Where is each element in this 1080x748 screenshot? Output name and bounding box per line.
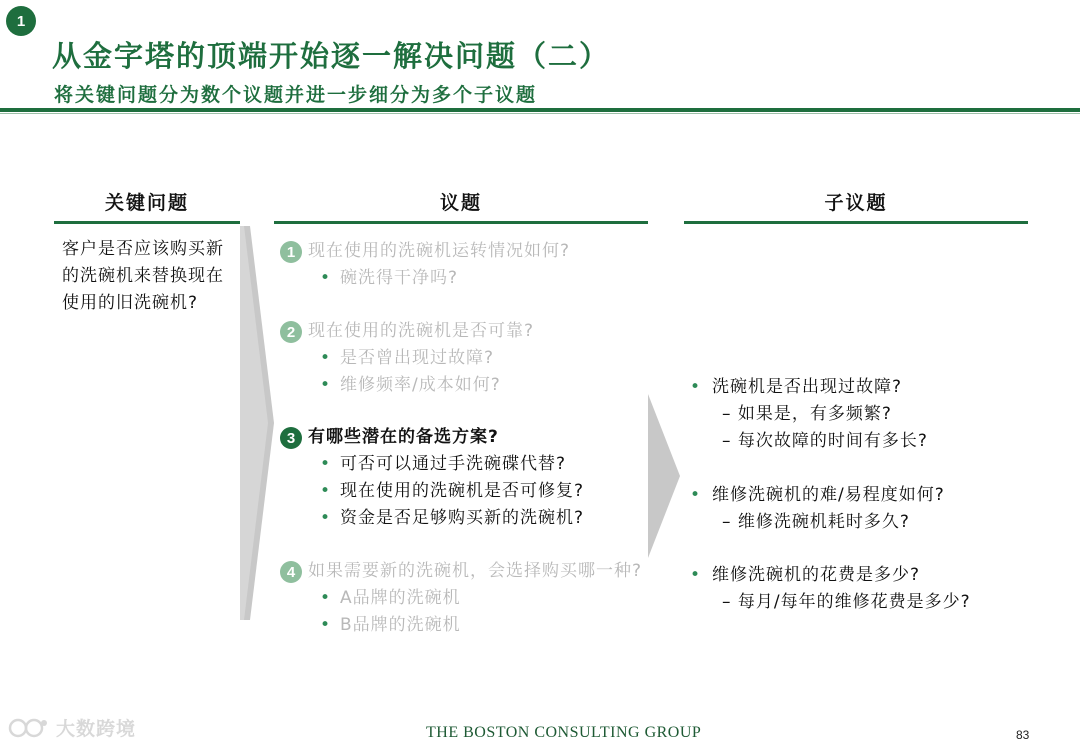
sub-issue-question: • 维修洗碗机的花费是多少? xyxy=(690,562,1050,589)
issue-question: 如果需要新的洗碗机，会选择购买哪一种? xyxy=(308,561,643,581)
issue-sub-item: • 现在使用的洗碗机是否可修复? xyxy=(320,478,660,505)
sub-issue-question: • 洗碗机是否出现过故障? xyxy=(690,374,1050,401)
sub-issue-detail: – 维修洗碗机耗时多久? xyxy=(722,512,910,532)
footer-company: THE BOSTON CONSULTING GROUP xyxy=(426,724,702,741)
section-number-badge: 1 xyxy=(6,6,36,36)
column-header-sub-issues: 子议题 xyxy=(824,192,888,214)
column-rule-issues xyxy=(274,221,648,224)
issue-sub-item: • 碗洗得干净吗? xyxy=(320,265,660,292)
issue-2 xyxy=(280,318,660,399)
column-rule-sub-issues xyxy=(684,221,1028,224)
key-question-text: 客户是否应该购买新的洗碗机来替换现在使用的旧洗碗机? xyxy=(62,239,224,313)
issue-sub-item: • 可否可以通过手洗碗碟代替? xyxy=(320,451,660,478)
issue-number-badge: 2 xyxy=(280,321,302,343)
sub-issue-detail: – 如果是，有多频繁? xyxy=(722,404,892,424)
issue-sub-item: • A品牌的洗碗机 xyxy=(320,585,652,612)
sub-issue-1 xyxy=(690,374,1050,455)
sub-issue-2 xyxy=(690,482,1050,536)
chevron-arrow-1 xyxy=(240,226,276,620)
watermark-logo-icon xyxy=(8,717,50,739)
page-number: 83 xyxy=(1016,728,1030,742)
title-divider-thin xyxy=(0,113,1080,114)
issue-question: 有哪些潜在的备选方案? xyxy=(308,427,499,447)
sub-issue-detail: – 每月/每年的维修花费是多少? xyxy=(722,592,971,612)
watermark-text: 大数跨境 xyxy=(56,718,137,740)
issue-sub-item: • 是否曾出现过故障? xyxy=(320,345,660,372)
issue-number-badge: 4 xyxy=(280,561,302,583)
sub-issue-3 xyxy=(690,562,1050,616)
column-rule-key-question xyxy=(54,221,240,224)
issue-sub-item: • 维修频率/成本如何? xyxy=(320,372,660,399)
sub-issue-question: • 维修洗碗机的难/易程度如何? xyxy=(690,482,1050,509)
issue-number-badge: 3 xyxy=(280,427,302,449)
column-header-key-question: 关键问题 xyxy=(104,192,189,214)
sub-issue-detail: – 每次故障的时间有多长? xyxy=(722,431,928,451)
issue-1 xyxy=(280,238,660,292)
issue-3 xyxy=(280,424,660,532)
title-divider xyxy=(0,108,1080,112)
page-subtitle: 将关键问题分为数个议题并进一步细分为多个子议题 xyxy=(54,84,538,106)
issue-sub-item: • B品牌的洗碗机 xyxy=(320,612,652,639)
issue-question: 现在使用的洗碗机是否可靠? xyxy=(308,321,535,341)
watermark xyxy=(8,714,136,741)
column-header-issues: 议题 xyxy=(439,192,482,214)
page-title: 从金字塔的顶端开始逐一解决问题（二） xyxy=(52,39,611,73)
issue-sub-item: • 资金是否足够购买新的洗碗机? xyxy=(320,505,660,532)
issue-number-badge: 1 xyxy=(280,241,302,263)
issue-4 xyxy=(280,558,652,639)
issue-question: 现在使用的洗碗机运转情况如何? xyxy=(308,241,571,261)
